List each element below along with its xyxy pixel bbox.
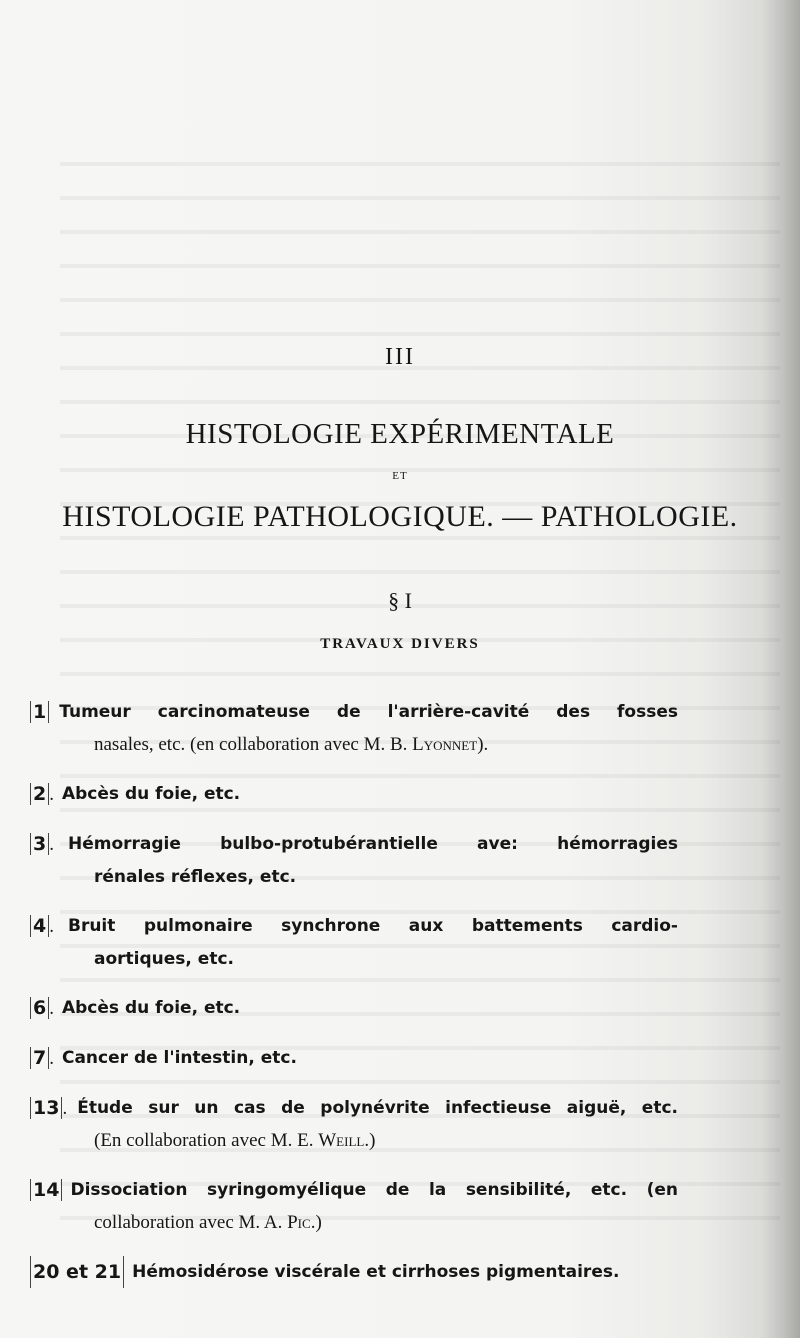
entry-continuation: rénales réflexes, etc. bbox=[94, 867, 297, 887]
reference-number: 3 bbox=[30, 833, 49, 855]
entry-title: Dissociation syringomyélique de la sensibilité, etc. (en bbox=[70, 1180, 678, 1200]
entry-continuation: (En collaboration avec M. E. Weill.) bbox=[94, 1130, 376, 1151]
reference-number: 1 bbox=[30, 701, 49, 723]
page-edge-shadow bbox=[760, 0, 800, 1338]
entry-title: Abcès du foie, etc. bbox=[61, 784, 241, 804]
reference-number: 7 bbox=[30, 1047, 49, 1069]
reference-number: 4 bbox=[30, 915, 49, 937]
list-item: 7 . Cancer de l'intestin, etc. bbox=[30, 1042, 678, 1075]
list-item bbox=[30, 696, 678, 761]
reference-number: 13 bbox=[30, 1097, 62, 1119]
entry-continuation: nasales, etc. (en collaboration avec M. B. Lyonnet). bbox=[94, 734, 489, 755]
section-number: III bbox=[385, 344, 415, 370]
entry-continuation: collaboration avec M. A. Pic.) bbox=[94, 1212, 322, 1233]
reference-number: 2 bbox=[30, 783, 49, 805]
entry-title: Étude sur un cas de polynévrite infectieuse aiguë, etc. bbox=[77, 1098, 678, 1118]
entry-title: Bruit pulmonaire synchrone aux battements cardio- bbox=[67, 916, 678, 936]
list-item: 6 . Abcès du foie, etc. bbox=[30, 992, 678, 1025]
reference-number: 20 et 21 bbox=[30, 1256, 124, 1288]
entry-title: Cancer de l'intestin, etc. bbox=[61, 1048, 297, 1068]
entry-continuation: aortiques, etc. bbox=[94, 949, 234, 969]
reference-number: 6 bbox=[30, 997, 49, 1019]
reference-number: 14 bbox=[30, 1179, 62, 1201]
title-line-2: HISTOLOGIE PATHOLOGIQUE. — PATHOLOGIE. bbox=[62, 500, 738, 533]
entry-title: Hémosidérose viscérale et cirrhoses pigmentaires. bbox=[132, 1262, 620, 1282]
title-line-1: HISTOLOGIE EXPÉRIMENTALE bbox=[185, 418, 615, 450]
entry-title: Abcès du foie, etc. bbox=[61, 998, 241, 1018]
list-item: 13 . Étude sur un cas de polynévrite infectieuse aiguë, etc. (En collaboration avec M. E. Weill.) bbox=[30, 1092, 678, 1157]
subheading: TRAVAUX DIVERS bbox=[320, 636, 480, 652]
title-conjunction: ET bbox=[392, 470, 408, 482]
list-item: 3 . Hémorragie bulbo-protubérantielle ave: hémorragies rénales réflexes, etc. bbox=[30, 828, 678, 893]
entry-title: Tumeur carcinomateuse de l'arrière-cavité des fosses bbox=[59, 702, 678, 722]
list-item: 4 . Bruit pulmonaire synchrone aux battements cardio- aortiques, etc. bbox=[30, 910, 678, 975]
entry-list bbox=[30, 696, 678, 1305]
list-item: 2 . Abcès du foie, etc. bbox=[30, 778, 678, 811]
entry-title: Hémorragie bulbo-protubérantielle ave: hémorragies bbox=[67, 834, 678, 854]
paragraph-number: § I bbox=[388, 588, 412, 613]
list-item bbox=[30, 1174, 678, 1239]
list-item bbox=[30, 1256, 678, 1288]
